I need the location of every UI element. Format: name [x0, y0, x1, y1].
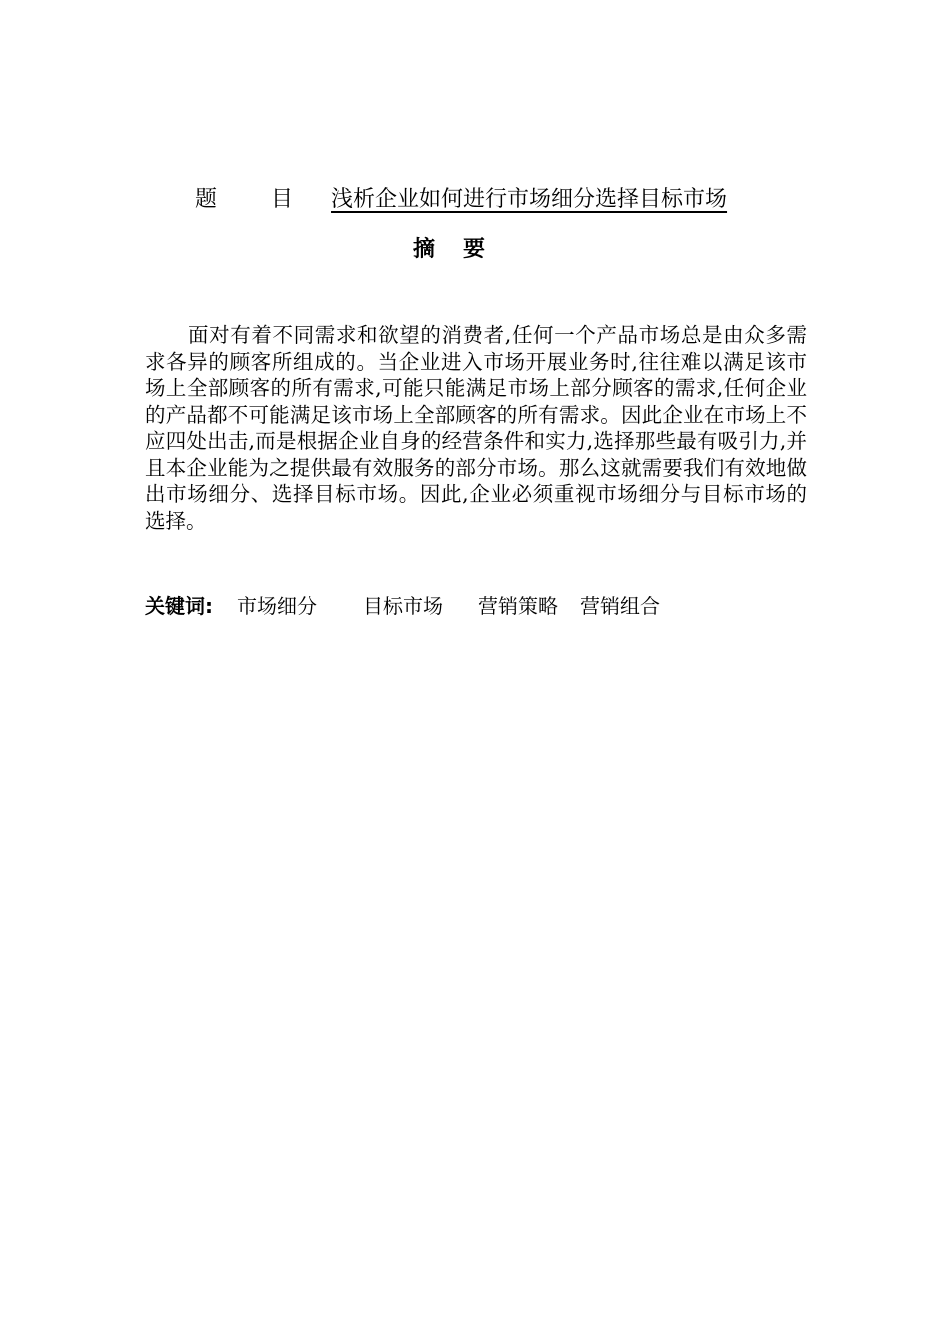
thesis-title: 浅析企业如何进行市场细分选择目标市场 — [331, 187, 728, 212]
keyword-item: 营销组合 — [580, 594, 660, 618]
title-label-char-1: 题 — [195, 187, 218, 212]
thesis-title-line — [195, 184, 727, 216]
abstract-body: 面对有着不同需求和欲望的消费者,任何一个产品市场总是由众多需求各异的顾客所组成的。当企业进入市场开展业务时,往往难以满足该市场上全部顾客的所有需求,可能只能满足市场上部分顾客的需求,任何企业的产品都不可能满足该市场上全部顾客的所有需求。因此企业在市场上不应四处出击,而是根据企业自身的经营条件和实力,选择那些最有吸引力,并且本企业能为之提供最有效服务的部分市场。那么这就需要我们有效地做出市场细分、选择目标市场。因此,企业必须重视市场细分与目标市场的选择。 — [145, 323, 807, 533]
keyword-item: 目标市场 — [363, 594, 443, 618]
keyword-item: 市场细分 — [237, 594, 317, 618]
title-label-char-2: 目 — [271, 187, 294, 212]
keywords-label: 关键词: — [145, 594, 213, 618]
abstract-heading: 摘要 — [412, 237, 513, 262]
keywords-line — [145, 592, 660, 620]
keyword-item: 营销策略 — [478, 594, 558, 618]
